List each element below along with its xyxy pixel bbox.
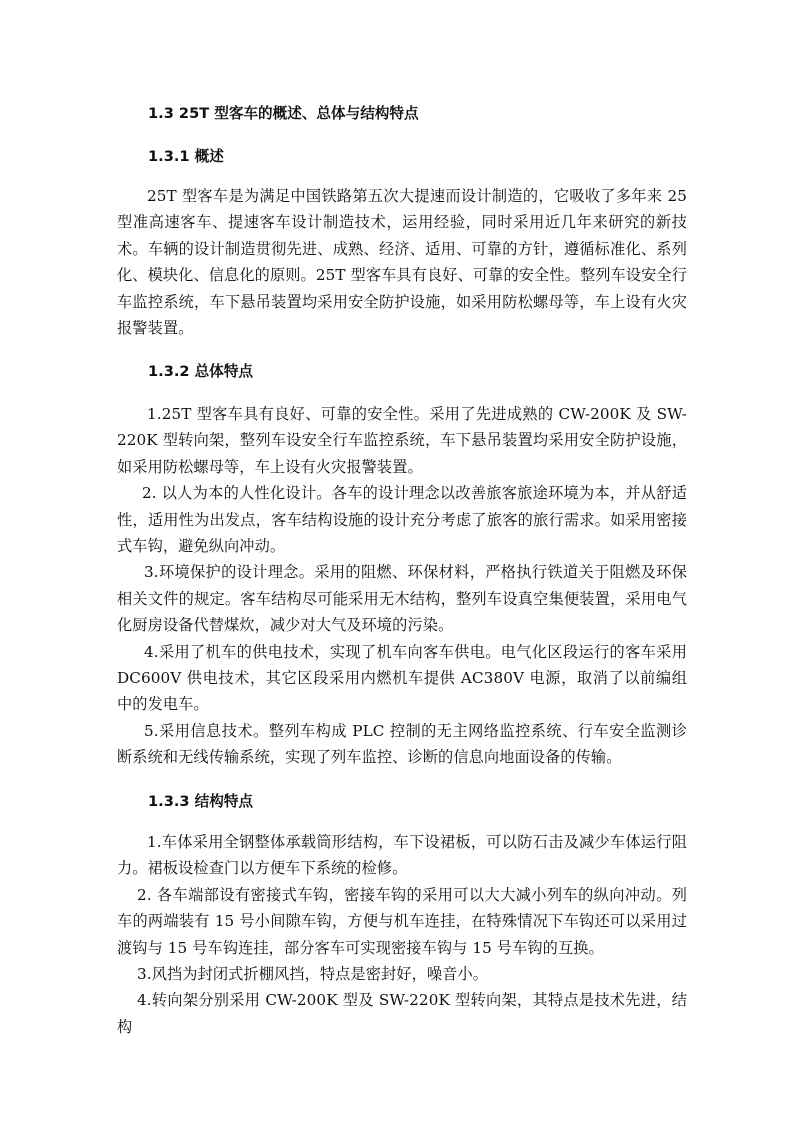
general-feature-item-2: 2. 以人为本的人性化设计。各车的设计理念以改善旅客旅途环境为本，并从舒适性，适用性为出发点，客车结构设施的设计充分考虑了旅客的旅行需求。如采用密接式车钩，避免纵向冲动。: [117, 484, 687, 556]
overview-paragraph: 25T 型客车是为满足中国铁路第五次大提速而设计制造的，它吸收了多年来 25 型准高速客车、提速客车设计制造技术，运用经验，同时采用近几年来研究的新技术。车辆的设计制造贯彻先进、成熟、经济、适用、可靠的方针，遵循标准化、系列化、模块化、信息化的原则。25T 型客车具有良好、可靠的安全性。整列车设安全行车监控系统，车下悬吊装置均采用安全防护设施，如采用防松螺母等，车上设有火灾报警装置。: [117, 187, 687, 338]
overview-section: [117, 183, 687, 341]
structural-feature-item-3: 3.风挡为封闭式折棚风挡，特点是密封好，噪音小。: [137, 965, 489, 984]
general-feature-item-5: 5.采用信息技术。整列车构成 PLC 控制的无主网络监控系统、行车安全监测诊断系统和无线传输系统，实现了列车监控、诊断的信息向地面设备的传输。: [117, 721, 687, 767]
structural-features-section: [117, 829, 687, 1040]
subsection-heading-structural-features: 1.3.3 结构特点: [148, 793, 254, 810]
general-feature-item-1: 1.25T 型客车具有良好、可靠的安全性。采用了先进成熟的 CW-200K 及 SW-220K 型转向架，整列车设安全行车监控系统，车下悬吊装置均采用安全防护设施，如采用防松螺母等，车上设有火灾报警装置。: [117, 405, 687, 476]
general-feature-item-4: 4.采用了机车的供电技术，实现了机车向客车供电。电气化区段运行的客车采用 DC600V 供电技术，其它区段采用内燃机车提供 AC380V 电源，取消了以前编组中的发电车。: [117, 642, 687, 714]
structural-feature-item-1: 1.车体采用全钢整体承载筒形结构，车下设裙板，可以防石击及减少车体运行阻力。裙板设检查门以方便车下系统的检修。: [117, 833, 687, 878]
structural-feature-item-2: 2. 各车端部设有密接式车钩，密接车钩的采用可以大大减小列车的纵向冲动。列车的两端装有 15 号小间隙车钩，方便与机车连挂，在特殊情况下车钩还可以采用过渡钩与 15 号车钩连挂，部分客车可实现密接车钩与 15 号车钩的互换。: [117, 885, 687, 957]
subsection-heading-overview: 1.3.1 概述: [148, 148, 224, 165]
general-features-section: [117, 401, 687, 771]
general-feature-item-3: 3.环境保护的设计理念。采用的阻燃、环保材料，严格执行铁道关于阻燃及环保相关文件的规定。客车结构尽可能采用无木结构，整列车设真空集便装置，采用电气化厨房设备代替煤炊，减少对大气及环境的污染。: [117, 563, 687, 635]
structural-feature-item-4: 4.转向架分别采用 CW-200K 型及 SW-220K 型转向架，其特点是技术先进，结构: [117, 991, 687, 1036]
subsection-heading-general-features: 1.3.2 总体特点: [148, 363, 254, 380]
section-title: 1.3 25T 型客车的概述、总体与结构特点: [148, 105, 419, 122]
